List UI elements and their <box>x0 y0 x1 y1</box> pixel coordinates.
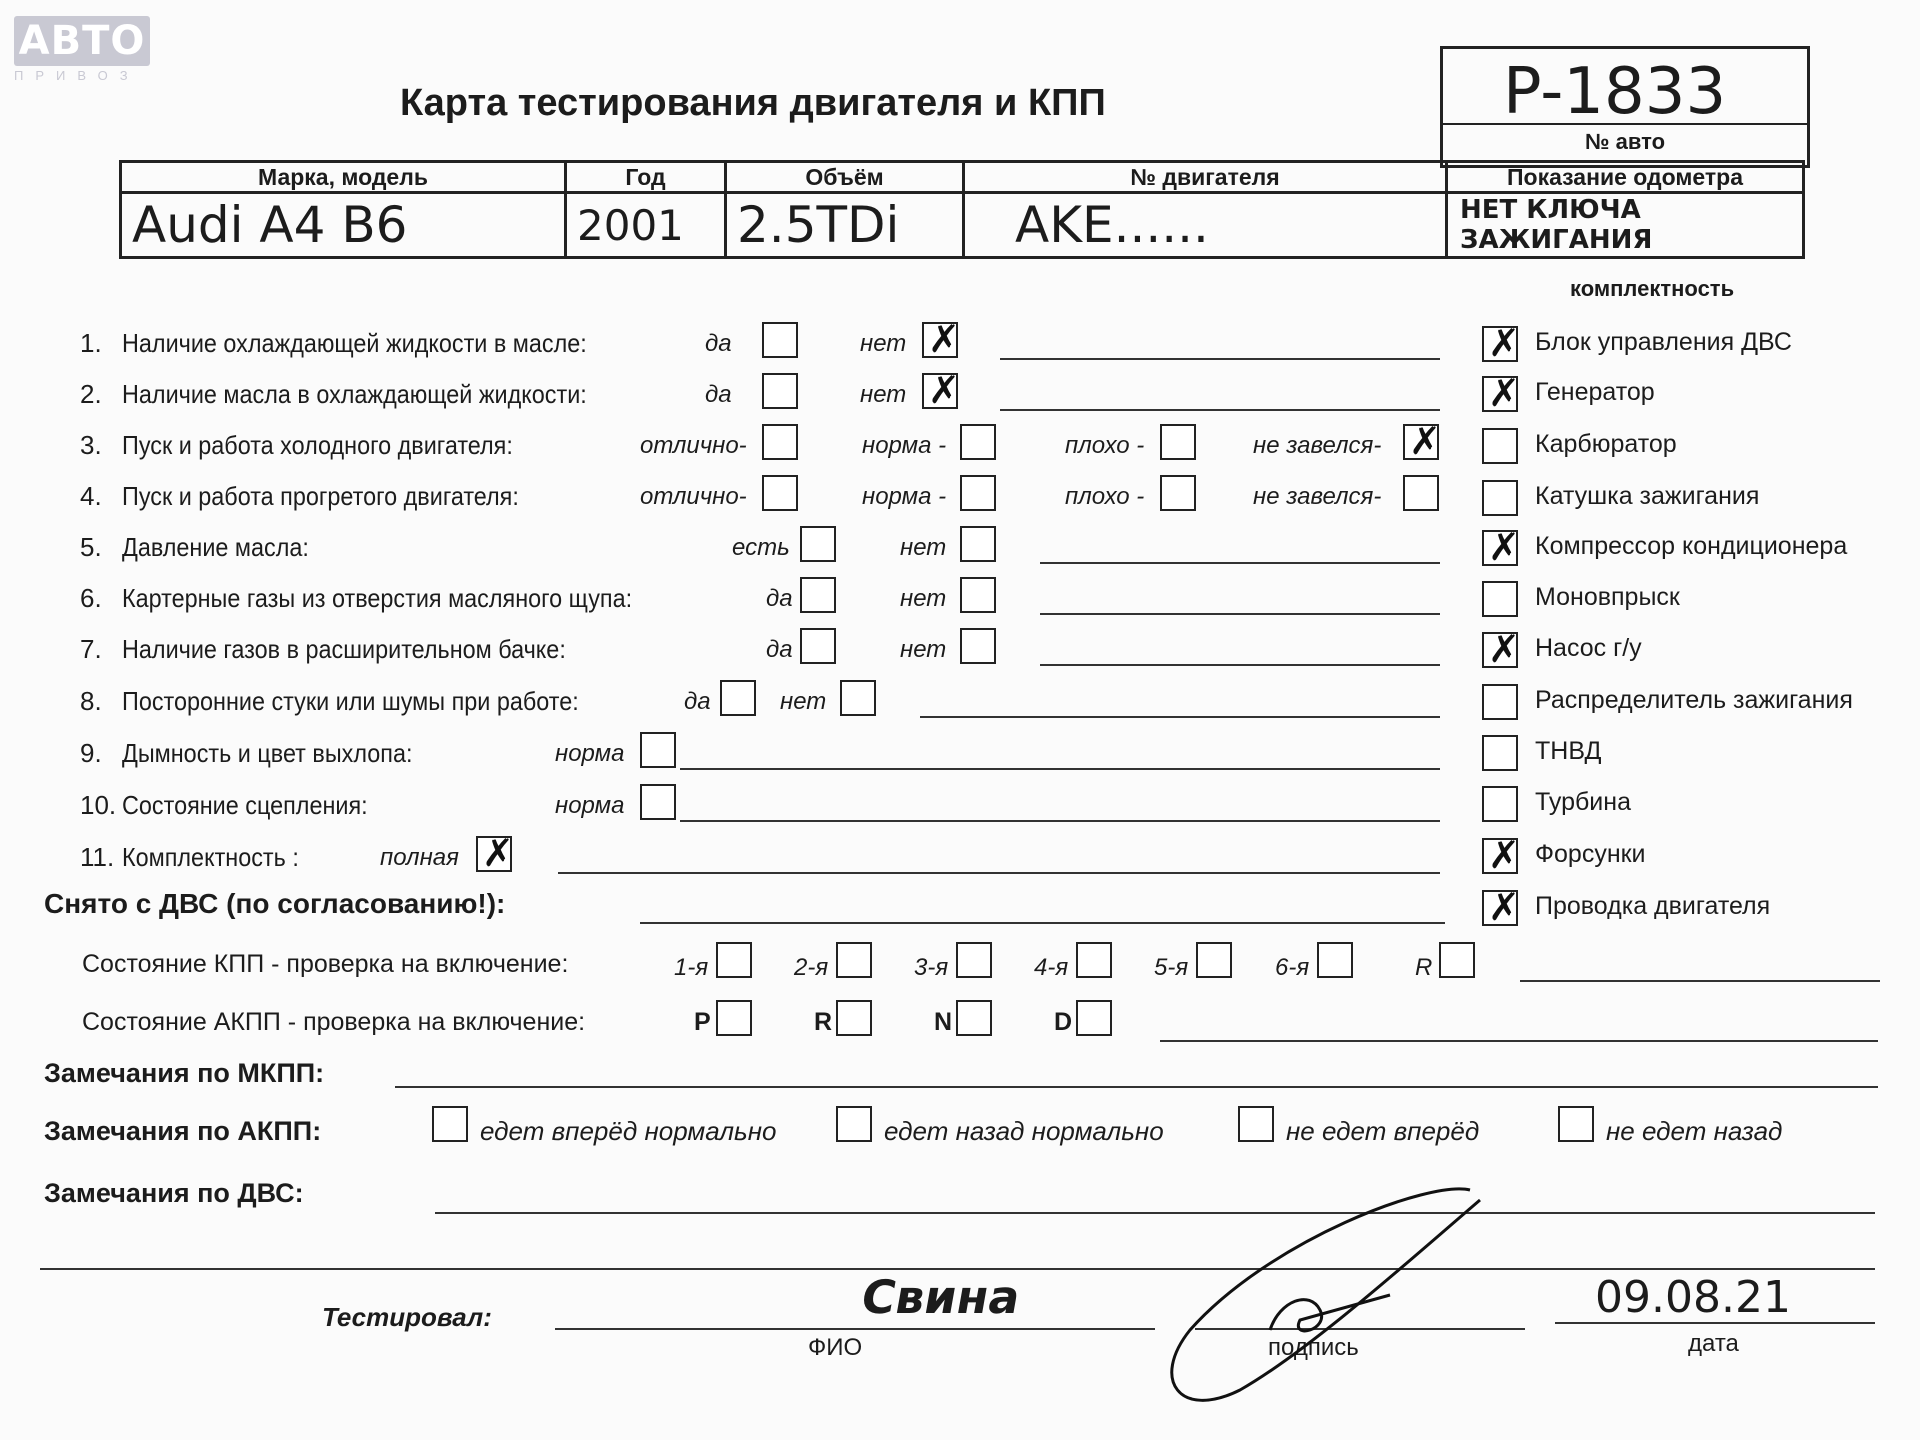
option-label: да <box>766 585 793 612</box>
removed-label: Снято с ДВС (по согласованию!): <box>44 888 506 919</box>
gear-checkbox[interactable] <box>836 942 872 978</box>
gear-checkbox[interactable] <box>1317 942 1353 978</box>
kit-checkbox[interactable] <box>1482 371 1520 415</box>
question-text: Посторонние стуки или шумы при работе: <box>122 686 579 716</box>
gear-label: 5-я <box>1154 954 1189 981</box>
kit-item-label: Насос г/у <box>1535 634 1642 662</box>
answer-line[interactable] <box>1040 613 1440 615</box>
kit-checkbox[interactable] <box>1482 833 1520 877</box>
option-checkbox[interactable] <box>800 628 836 664</box>
kit-item-label: Блок управления ДВС <box>1535 328 1792 356</box>
akpp-mode-checkbox[interactable] <box>716 1000 752 1036</box>
answer-line[interactable] <box>1000 409 1440 411</box>
akpp-label: Состояние АКПП - проверка на включение: <box>82 1008 586 1036</box>
notes-akpp-label: Замечания по АКПП: <box>44 1116 322 1146</box>
kpp-line[interactable] <box>1520 980 1880 982</box>
answer-line[interactable] <box>680 768 1440 770</box>
akpp-note-label: не едет назад <box>1606 1116 1783 1146</box>
check-mark-icon: ✗ <box>1488 885 1520 929</box>
akpp-note-checkbox[interactable] <box>432 1106 468 1142</box>
option-checkbox[interactable] <box>960 424 996 460</box>
value-model[interactable]: Audi A4 B6 <box>121 193 566 258</box>
col-volume: Объём <box>726 162 964 193</box>
kit-item-label: Генератор <box>1535 378 1655 406</box>
notes-mkpp-label: Замечания по МКПП: <box>44 1058 325 1088</box>
gear-label: 2-я <box>794 954 829 981</box>
signature-scribble <box>1150 1180 1510 1420</box>
answer-line[interactable] <box>1040 562 1440 564</box>
check-mark-icon: ✗ <box>1488 321 1520 365</box>
akpp-mode-label: D <box>1054 1008 1073 1036</box>
kit-checkbox[interactable] <box>1482 627 1520 671</box>
question-number: 2. <box>80 379 102 409</box>
option-label: плохо - <box>1065 483 1145 510</box>
kit-checkbox[interactable] <box>1482 480 1518 516</box>
date-value: 09.08.21 <box>1595 1272 1791 1323</box>
akpp-note-checkbox[interactable] <box>836 1106 872 1142</box>
option-label: да <box>705 330 732 357</box>
option-checkbox[interactable] <box>762 424 798 460</box>
option-label: норма <box>555 740 625 767</box>
option-label: норма - <box>862 432 947 459</box>
question-number: 10. <box>80 790 117 820</box>
check-mark-icon: ✗ <box>1488 627 1520 671</box>
kpp-label: Состояние КПП - проверка на включение: <box>82 950 569 978</box>
fio-label: ФИО <box>808 1334 863 1361</box>
check-mark-icon: ✗ <box>928 368 960 412</box>
gear-checkbox[interactable] <box>1196 942 1232 978</box>
option-checkbox[interactable] <box>476 831 514 875</box>
option-label: нет <box>860 330 907 357</box>
gear-label: R <box>1415 954 1433 981</box>
col-model: Марка, модель <box>121 162 566 193</box>
option-checkbox[interactable] <box>922 317 960 361</box>
option-label: отлично- <box>640 432 747 459</box>
akpp-mode-checkbox[interactable] <box>956 1000 992 1036</box>
question-text: Дымность и цвет выхлопа: <box>122 738 413 768</box>
check-mark-icon: ✗ <box>1488 833 1520 877</box>
auto-number: P-1833 <box>1503 55 1727 129</box>
option-label: норма - <box>862 483 947 510</box>
gear-checkbox[interactable] <box>1439 942 1475 978</box>
question-number: 11. <box>80 842 115 872</box>
check-mark-icon: ✗ <box>1488 371 1520 415</box>
question-number: 8. <box>80 686 102 716</box>
question-text: Наличие масла в охлаждающей жидкости: <box>122 379 587 409</box>
option-label: отлично- <box>640 483 747 510</box>
auto-number-box <box>1440 46 1810 168</box>
question-text: Комплектность : <box>122 842 299 872</box>
kit-item-label: Распределитель зажигания <box>1535 686 1853 714</box>
option-label: не завелся- <box>1253 432 1382 459</box>
notes-dvs-label: Замечания по ДВС: <box>44 1178 304 1208</box>
removed-line[interactable] <box>640 922 1445 924</box>
option-label: плохо - <box>1065 432 1145 459</box>
option-checkbox[interactable] <box>1403 419 1441 463</box>
value-engine-number[interactable]: AKE...... <box>964 193 1447 258</box>
question-number: 5. <box>80 532 102 562</box>
tester-name: Свина <box>857 1270 1025 1324</box>
check-mark-icon: ✗ <box>928 317 960 361</box>
akpp-note-label: не едет вперёд <box>1286 1116 1480 1146</box>
question-text: Наличие охлаждающей жидкости в масле: <box>122 328 587 358</box>
answer-line[interactable] <box>558 872 1440 874</box>
question-text: Состояние сцепления: <box>122 790 368 820</box>
kit-item-label: Карбюратор <box>1535 430 1677 458</box>
kit-item-label: ТНВД <box>1535 737 1602 765</box>
vehicle-info-table <box>119 160 1805 259</box>
kit-checkbox[interactable] <box>1482 525 1520 569</box>
gear-label: 6-я <box>1275 954 1310 981</box>
akpp-note-label: едет вперёд нормально <box>480 1116 777 1146</box>
question-number: 6. <box>80 583 102 613</box>
akpp-mode-checkbox[interactable] <box>836 1000 872 1036</box>
akpp-mode-label: R <box>814 1008 833 1036</box>
option-checkbox[interactable] <box>762 322 798 358</box>
question-number: 1. <box>80 328 102 358</box>
kit-item-label: Моновпрыск <box>1535 583 1680 611</box>
gear-label: 3-я <box>914 954 949 981</box>
question-number: 9. <box>80 738 102 768</box>
notes-mkpp-line[interactable] <box>395 1086 1878 1088</box>
option-label: не завелся- <box>1253 483 1382 510</box>
check-mark-icon: ✗ <box>482 831 514 875</box>
question-number: 7. <box>80 634 102 664</box>
check-mark-icon: ✗ <box>1409 419 1441 463</box>
answer-line[interactable] <box>680 820 1440 822</box>
tested-label: Тестировал: <box>322 1302 492 1332</box>
option-checkbox[interactable] <box>762 475 798 511</box>
col-year: Год <box>566 162 726 193</box>
akpp-note-checkbox[interactable] <box>1238 1106 1274 1142</box>
option-checkbox[interactable] <box>640 732 676 768</box>
signature-label: подпись <box>1268 1334 1359 1361</box>
kit-checkbox[interactable] <box>1482 786 1518 822</box>
question-number: 3. <box>80 430 102 460</box>
akpp-note-label: едет назад нормально <box>884 1116 1164 1146</box>
check-mark-icon: ✗ <box>1488 525 1520 569</box>
kit-checkbox[interactable] <box>1482 735 1518 771</box>
gear-label: 1-я <box>674 954 709 981</box>
option-checkbox[interactable] <box>840 680 876 716</box>
kit-item-label: Катушка зажигания <box>1535 482 1760 510</box>
option-checkbox[interactable] <box>1160 424 1196 460</box>
kit-checkbox[interactable] <box>1482 428 1518 464</box>
option-label: нет <box>780 688 827 715</box>
gear-checkbox[interactable] <box>1076 942 1112 978</box>
kit-item-label: Форсунки <box>1535 840 1646 868</box>
option-checkbox[interactable] <box>1160 475 1196 511</box>
akpp-mode-label: P <box>694 1008 711 1036</box>
option-checkbox[interactable] <box>960 628 996 664</box>
question-text: Пуск и работа холодного двигателя: <box>122 430 513 460</box>
kit-checkbox[interactable] <box>1482 684 1518 720</box>
kit-title: комплектность <box>1570 276 1735 301</box>
akpp-note-checkbox[interactable] <box>1558 1106 1594 1142</box>
auto-number-label: № авто <box>1584 129 1666 154</box>
option-checkbox[interactable] <box>720 680 756 716</box>
question-number: 4. <box>80 481 102 511</box>
option-label: нет <box>900 585 947 612</box>
option-label: да <box>684 688 711 715</box>
option-checkbox[interactable] <box>922 368 960 412</box>
kit-checkbox[interactable] <box>1482 885 1520 929</box>
fio-line[interactable] <box>555 1328 1155 1330</box>
answer-line[interactable] <box>1000 358 1440 360</box>
option-checkbox[interactable] <box>960 475 996 511</box>
option-checkbox[interactable] <box>1403 475 1439 511</box>
question-text: Картерные газы из отверстия масляного щупа: <box>122 583 633 613</box>
value-volume[interactable]: 2.5TDi <box>726 193 964 258</box>
value-year[interactable]: 2001 <box>566 193 726 258</box>
option-label: да <box>766 636 793 663</box>
page-title: Карта тестирования двигателя и КПП <box>400 82 1106 124</box>
col-engine-number: № двигателя <box>964 162 1447 193</box>
gear-checkbox[interactable] <box>716 942 752 978</box>
option-label: есть <box>732 534 790 561</box>
option-checkbox[interactable] <box>640 784 676 820</box>
option-label: нет <box>860 381 907 408</box>
kit-item-label: Турбина <box>1535 788 1631 816</box>
option-label: нет <box>900 636 947 663</box>
gear-label: 4-я <box>1034 954 1069 981</box>
akpp-mode-label: N <box>934 1008 953 1036</box>
kit-checkbox[interactable] <box>1482 321 1520 365</box>
option-checkbox[interactable] <box>800 526 836 562</box>
option-checkbox[interactable] <box>800 577 836 613</box>
akpp-line[interactable] <box>1160 1040 1878 1042</box>
logo <box>14 16 152 83</box>
question-text: Пуск и работа прогретого двигателя: <box>122 481 519 511</box>
question-text: Давление масла: <box>122 532 309 562</box>
date-label: дата <box>1688 1330 1739 1357</box>
question-text: Наличие газов в расширительном бачке: <box>122 634 566 664</box>
logo-text: АВТО <box>14 16 150 66</box>
option-checkbox[interactable] <box>762 373 798 409</box>
option-label: да <box>705 381 732 408</box>
option-checkbox[interactable] <box>960 526 996 562</box>
option-label: норма <box>555 792 625 819</box>
col-odometer: Показание одометра <box>1447 162 1804 193</box>
answer-line[interactable] <box>920 716 1440 718</box>
kit-checkbox[interactable] <box>1482 581 1518 617</box>
kit-item-label: Проводка двигателя <box>1535 892 1771 920</box>
gear-checkbox[interactable] <box>956 942 992 978</box>
option-checkbox[interactable] <box>960 577 996 613</box>
logo-subtitle: ПРИВОЗ <box>14 68 140 83</box>
option-label: полная <box>380 844 459 871</box>
akpp-mode-checkbox[interactable] <box>1076 1000 1112 1036</box>
option-label: нет <box>900 534 947 561</box>
kit-item-label: Компрессор кондиционера <box>1535 532 1848 560</box>
answer-line[interactable] <box>1040 664 1440 666</box>
value-odometer[interactable]: НЕТ КЛЮЧА ЗАЖИГАНИЯ <box>1447 193 1804 258</box>
